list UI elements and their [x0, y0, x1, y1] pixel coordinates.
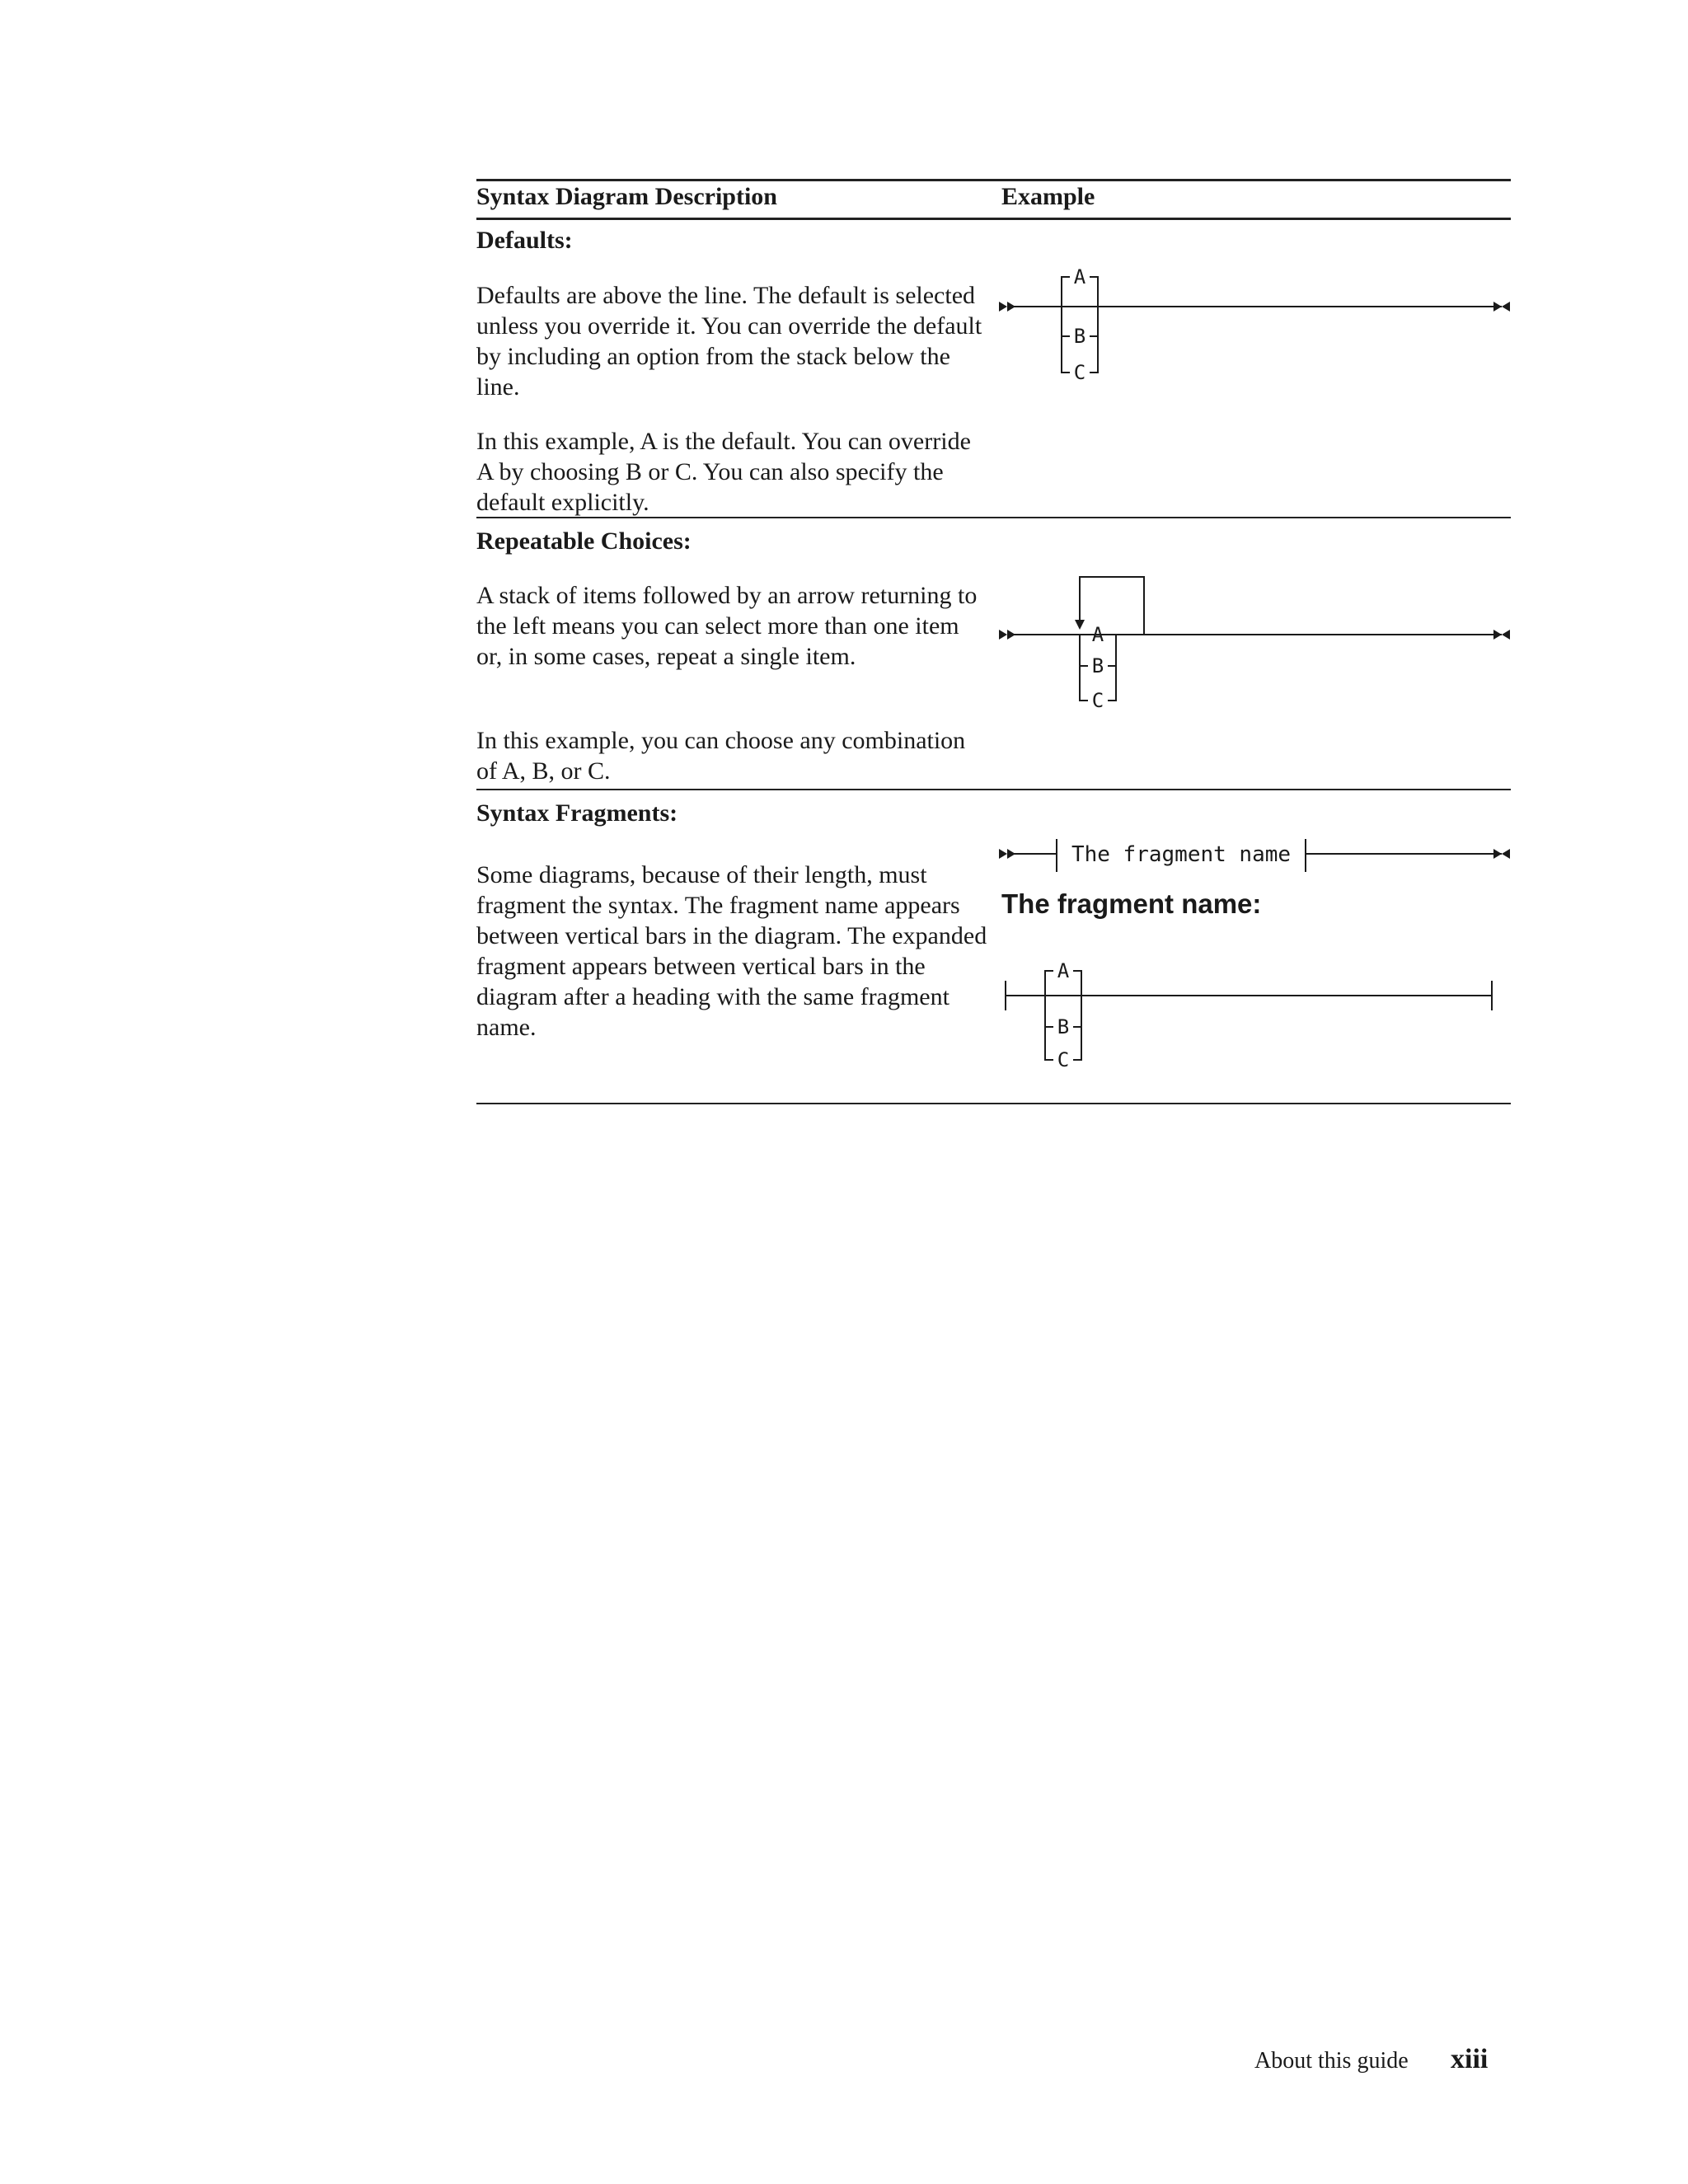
loop-arrow-icon [1075, 620, 1085, 630]
diagram-option: A [1091, 623, 1104, 646]
section-title-syntax-fragments: Syntax Fragments: [476, 799, 678, 827]
start-arrows-icon [999, 302, 1015, 312]
end-arrows-icon [1493, 302, 1510, 312]
start-arrows-icon [999, 849, 1015, 859]
footer-section-title: About this guide [1254, 2048, 1409, 2074]
defaults-paragraph-1: Defaults are above the line. The default is selected unless you override it. You can override the default by including an option from the stack below the line. [476, 282, 982, 401]
fragments-paragraph-1: Some diagrams, because of their length, must fragment the syntax. The fragment name appears between vertical bars in the diagram. The expanded fragment appears between vertical bars in the diagram after a heading with the same fragment name. [476, 861, 987, 1041]
diagram-option: B [1057, 1015, 1070, 1038]
fragment-name-label: The fragment name [1071, 842, 1292, 867]
diagram-option-default: A [1057, 959, 1070, 982]
fragment-reference-diagram [997, 834, 1517, 883]
diagram-option: C [1057, 1048, 1070, 1071]
table-bottom-rule [476, 1103, 1511, 1104]
section-title-repeatable-choices: Repeatable Choices: [476, 527, 692, 555]
end-arrows-icon [1493, 849, 1510, 859]
repeatable-paragraph-1: A stack of items followed by an arrow returning to the left means you can select more than one item or, in some cases, repeat a single item. [476, 582, 978, 670]
end-arrows-icon [1493, 630, 1510, 640]
diagram-option: B [1091, 654, 1104, 677]
page-number: xiii [1451, 2044, 1489, 2074]
table-header-rule [476, 218, 1511, 220]
section-divider [476, 789, 1511, 790]
fragment-heading: The fragment name: [1001, 888, 1262, 919]
section-title-defaults: Defaults: [476, 227, 573, 254]
repeatable-syntax-diagram [997, 569, 1517, 717]
section-divider [476, 517, 1511, 518]
table-top-rule [476, 179, 1511, 181]
diagram-option: C [1091, 689, 1104, 712]
diagram-option: B [1073, 325, 1086, 348]
column-header-description: Syntax Diagram Description [476, 183, 777, 210]
fragment-expansion-diagram [997, 956, 1517, 1080]
diagram-option: C [1073, 361, 1086, 384]
start-arrows-icon [999, 630, 1015, 640]
column-header-example: Example [1001, 183, 1095, 210]
defaults-syntax-diagram [997, 255, 1517, 387]
defaults-paragraph-2: In this example, A is the default. You can override A by choosing B or C. You can also specify the default explicitly. [476, 428, 971, 516]
repeatable-paragraph-2: In this example, you can choose any combination of A, B, or C. [476, 727, 966, 785]
diagram-option-default: A [1073, 265, 1086, 288]
